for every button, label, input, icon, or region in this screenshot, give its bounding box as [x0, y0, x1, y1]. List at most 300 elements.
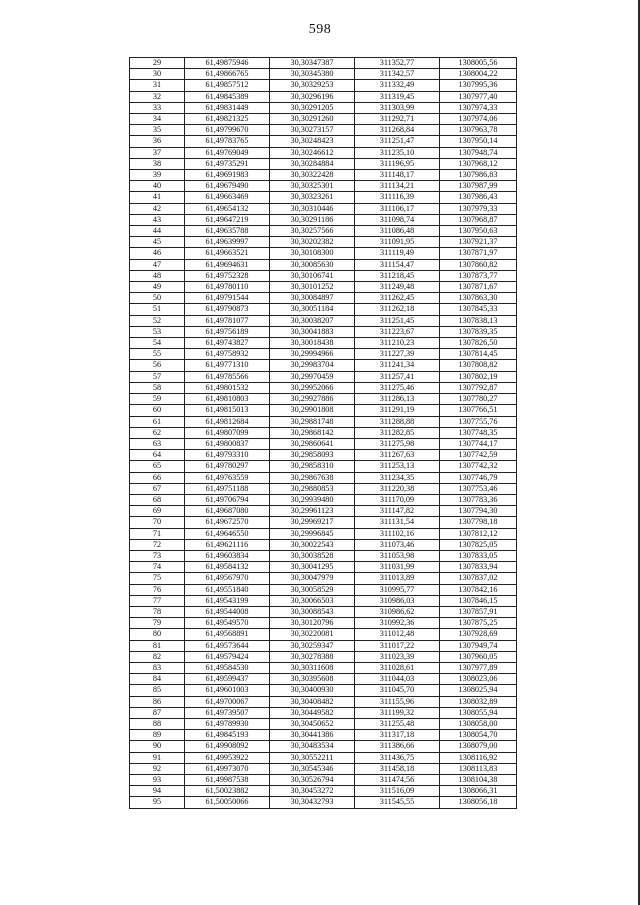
- table-cell: 1307875,25: [440, 618, 517, 629]
- table-cell: 61,49654132: [185, 203, 270, 214]
- table-cell: 95: [130, 797, 185, 808]
- table-cell: 61: [130, 416, 185, 427]
- table-cell: 61,49780297: [185, 461, 270, 472]
- table-row: [130, 259, 517, 270]
- table-row: [130, 584, 517, 595]
- table-cell: 1307960,05: [440, 651, 517, 662]
- table-cell: 1307948,74: [440, 147, 517, 158]
- table-cell: 311073,46: [355, 539, 440, 550]
- table-cell: 61,49573644: [185, 640, 270, 651]
- table-cell: 311234,35: [355, 472, 440, 483]
- table-cell: 39: [130, 170, 185, 181]
- table-cell: 61,49639997: [185, 237, 270, 248]
- table-cell: 311241,34: [355, 360, 440, 371]
- table-cell: 1307748,35: [440, 427, 517, 438]
- table-row: [130, 741, 517, 752]
- table-cell: 311147,82: [355, 506, 440, 517]
- table-cell: 30,30325301: [270, 181, 355, 192]
- table-cell: 61,49679490: [185, 181, 270, 192]
- table-cell: 311436,75: [355, 752, 440, 763]
- table-cell: 311170,09: [355, 494, 440, 505]
- table-row: [130, 562, 517, 573]
- table-cell: 61,49769049: [185, 147, 270, 158]
- table-cell: 61,49646550: [185, 528, 270, 539]
- table-cell: 311458,18: [355, 763, 440, 774]
- table-cell: 30,29901808: [270, 405, 355, 416]
- table-cell: 1307949,74: [440, 640, 517, 651]
- table-cell: 1308005,56: [440, 58, 517, 69]
- table-cell: 30,30323261: [270, 192, 355, 203]
- table-cell: 1307744,17: [440, 438, 517, 449]
- table-cell: 1307833,94: [440, 562, 517, 573]
- table-cell: 52: [130, 315, 185, 326]
- table-cell: 311227,39: [355, 349, 440, 360]
- table-cell: 93: [130, 775, 185, 786]
- table-row: [130, 214, 517, 225]
- table-cell: 311251,45: [355, 315, 440, 326]
- table-cell: 61,49807099: [185, 427, 270, 438]
- table-row: [130, 763, 517, 774]
- table-cell: 30,30220081: [270, 629, 355, 640]
- table-cell: 1308104,38: [440, 775, 517, 786]
- table-cell: 30,29927886: [270, 394, 355, 405]
- table-cell: 59: [130, 394, 185, 405]
- table-cell: 61,49579424: [185, 651, 270, 662]
- table-cell: 311253,13: [355, 461, 440, 472]
- table-cell: 30,30291186: [270, 214, 355, 225]
- table-cell: 30,29880853: [270, 483, 355, 494]
- table-cell: 311255,48: [355, 718, 440, 729]
- table-cell: 85: [130, 685, 185, 696]
- table-cell: 1307753,46: [440, 483, 517, 494]
- table-cell: 1307802,19: [440, 371, 517, 382]
- table-cell: 30,30273157: [270, 125, 355, 136]
- table-cell: 1308113,83: [440, 763, 517, 774]
- table-cell: 30,30278388: [270, 651, 355, 662]
- table-cell: 61,49584132: [185, 562, 270, 573]
- table-cell: 44: [130, 226, 185, 237]
- table-cell: 86: [130, 696, 185, 707]
- table-cell: 43: [130, 214, 185, 225]
- table-cell: 310995,77: [355, 584, 440, 595]
- table-row: [130, 707, 517, 718]
- table-cell: 32: [130, 91, 185, 102]
- table-cell: 61,49743827: [185, 338, 270, 349]
- table-cell: 61,49700067: [185, 696, 270, 707]
- table-cell: 30,30108300: [270, 248, 355, 259]
- table-cell: 61,49845193: [185, 730, 270, 741]
- table-cell: 89: [130, 730, 185, 741]
- table-cell: 61,49791544: [185, 293, 270, 304]
- table-cell: 71: [130, 528, 185, 539]
- table-cell: 30,29983704: [270, 360, 355, 371]
- table-cell: 92: [130, 763, 185, 774]
- table-cell: 1307873,77: [440, 270, 517, 281]
- table-cell: 30,30101252: [270, 282, 355, 293]
- table-row: [130, 270, 517, 281]
- table-cell: 1307986,43: [440, 192, 517, 203]
- table-cell: 311291,19: [355, 405, 440, 416]
- table-cell: 30,30088543: [270, 606, 355, 617]
- table-cell: 61,49543199: [185, 595, 270, 606]
- table-row: [130, 494, 517, 505]
- table-cell: 61,49987538: [185, 775, 270, 786]
- table-cell: 30,30051184: [270, 304, 355, 315]
- table-cell: 311155,96: [355, 696, 440, 707]
- table-cell: 1307977,40: [440, 91, 517, 102]
- table-cell: 30,29860641: [270, 438, 355, 449]
- table-cell: 30,30291260: [270, 114, 355, 125]
- table-row: [130, 114, 517, 125]
- table-cell: 1308066,31: [440, 786, 517, 797]
- table-cell: 1307950,63: [440, 226, 517, 237]
- table-cell: 1307842,16: [440, 584, 517, 595]
- table-cell: 311275,46: [355, 382, 440, 393]
- table-cell: 1308055,94: [440, 707, 517, 718]
- table-cell: 311545,55: [355, 797, 440, 808]
- table-cell: 61,49831449: [185, 102, 270, 113]
- table-cell: 30,30552211: [270, 752, 355, 763]
- table-cell: 61,49790873: [185, 304, 270, 315]
- table-cell: 82: [130, 651, 185, 662]
- table-cell: 1307950,14: [440, 136, 517, 147]
- table-cell: 1307783,36: [440, 494, 517, 505]
- table-cell: 61,49567970: [185, 573, 270, 584]
- table-cell: 311102,16: [355, 528, 440, 539]
- table-cell: 1307921,37: [440, 237, 517, 248]
- table-cell: 310992,36: [355, 618, 440, 629]
- table-cell: 311091,95: [355, 237, 440, 248]
- table-cell: 1307860,82: [440, 259, 517, 270]
- table-cell: 60: [130, 405, 185, 416]
- table-cell: 311053,98: [355, 550, 440, 561]
- table-cell: 73: [130, 550, 185, 561]
- table-cell: 311098,74: [355, 214, 440, 225]
- table-cell: 30,30257566: [270, 226, 355, 237]
- table-cell: 80: [130, 629, 185, 640]
- table-row: [130, 293, 517, 304]
- table-cell: 70: [130, 517, 185, 528]
- table-cell: 30,30066503: [270, 595, 355, 606]
- table-cell: 311268,84: [355, 125, 440, 136]
- table-cell: 30,30038207: [270, 315, 355, 326]
- table-cell: 79: [130, 618, 185, 629]
- table-cell: 61,49953922: [185, 752, 270, 763]
- table-cell: 30,30047979: [270, 573, 355, 584]
- table-cell: 61,49785566: [185, 371, 270, 382]
- table-cell: 61,49875946: [185, 58, 270, 69]
- table-cell: 311267,63: [355, 450, 440, 461]
- table-cell: 61,49799670: [185, 125, 270, 136]
- table-cell: 30,30347387: [270, 58, 355, 69]
- table-cell: 30,29994966: [270, 349, 355, 360]
- table-cell: 61,49544008: [185, 606, 270, 617]
- table-cell: 31: [130, 80, 185, 91]
- table-cell: 54: [130, 338, 185, 349]
- table-cell: 1307792,87: [440, 382, 517, 393]
- table-cell: 1308004,22: [440, 69, 517, 80]
- table-cell: 55: [130, 349, 185, 360]
- table-cell: 61,49866765: [185, 69, 270, 80]
- table-row: [130, 203, 517, 214]
- table-row: [130, 696, 517, 707]
- table-cell: 62: [130, 427, 185, 438]
- table-cell: 30,30345380: [270, 69, 355, 80]
- table-cell: 30,30038528: [270, 550, 355, 561]
- table-cell: 1307798,18: [440, 517, 517, 528]
- table-cell: 30,30022543: [270, 539, 355, 550]
- table-row: [130, 192, 517, 203]
- table-cell: 1307968,87: [440, 214, 517, 225]
- table-cell: 61,49568891: [185, 629, 270, 640]
- table-cell: 30,29969217: [270, 517, 355, 528]
- table-cell: 61,49815013: [185, 405, 270, 416]
- table-cell: 311516,09: [355, 786, 440, 797]
- table-row: [130, 775, 517, 786]
- table-row: [130, 382, 517, 393]
- table-cell: 1308079,00: [440, 741, 517, 752]
- table-cell: 61,49584530: [185, 662, 270, 673]
- table-cell: 1307986,83: [440, 170, 517, 181]
- page-number: 598: [308, 22, 332, 37]
- table-cell: 30,30329253: [270, 80, 355, 91]
- table-cell: 311031,99: [355, 562, 440, 573]
- table-cell: 1307839,35: [440, 326, 517, 337]
- table-cell: 1307968,12: [440, 158, 517, 169]
- table-cell: 311352,77: [355, 58, 440, 69]
- table-cell: 1307812,12: [440, 528, 517, 539]
- table-row: [130, 595, 517, 606]
- table-cell: 61,49801532: [185, 382, 270, 393]
- table-cell: 58: [130, 382, 185, 393]
- table-cell: 311028,61: [355, 662, 440, 673]
- table-row: [130, 326, 517, 337]
- table-cell: 81: [130, 640, 185, 651]
- table-cell: 30,30311608: [270, 662, 355, 673]
- table-cell: 30,30018438: [270, 338, 355, 349]
- table-cell: 61,49771310: [185, 360, 270, 371]
- table-cell: 30,29881748: [270, 416, 355, 427]
- table-cell: 1307979,33: [440, 203, 517, 214]
- table-cell: 310986,62: [355, 606, 440, 617]
- table-row: [130, 181, 517, 192]
- table-cell: 61,49694631: [185, 259, 270, 270]
- table-cell: 61,49635788: [185, 226, 270, 237]
- table-cell: 311262,45: [355, 293, 440, 304]
- table-cell: 61,49706794: [185, 494, 270, 505]
- table-cell: 1307995,36: [440, 80, 517, 91]
- table-cell: 1307871,97: [440, 248, 517, 259]
- table-row: [130, 371, 517, 382]
- table-cell: 311199,32: [355, 707, 440, 718]
- table-cell: 1307833,05: [440, 550, 517, 561]
- table-cell: 1307871,67: [440, 282, 517, 293]
- table-cell: 74: [130, 562, 185, 573]
- table-cell: 311262,18: [355, 304, 440, 315]
- table-cell: 30,29939480: [270, 494, 355, 505]
- table-cell: 61,49603834: [185, 550, 270, 561]
- table-cell: 1307826,50: [440, 338, 517, 349]
- table-cell: 56: [130, 360, 185, 371]
- table-cell: 61,49758932: [185, 349, 270, 360]
- table-row: [130, 405, 517, 416]
- table-cell: 30,30284884: [270, 158, 355, 169]
- table-cell: 1308116,92: [440, 752, 517, 763]
- table-row: [130, 248, 517, 259]
- table-row: [130, 237, 517, 248]
- table-row: [130, 170, 517, 181]
- table-cell: 61,49845389: [185, 91, 270, 102]
- table-cell: 30: [130, 69, 185, 80]
- table-row: [130, 573, 517, 584]
- table-row: [130, 752, 517, 763]
- table-cell: 30,30248423: [270, 136, 355, 147]
- table-cell: 51: [130, 304, 185, 315]
- table-row: [130, 618, 517, 629]
- table-cell: 311235,10: [355, 147, 440, 158]
- table-row: [130, 125, 517, 136]
- table-cell: 61,49752328: [185, 270, 270, 281]
- table-cell: 30,30453272: [270, 786, 355, 797]
- table-cell: 36: [130, 136, 185, 147]
- table-cell: 311106,17: [355, 203, 440, 214]
- table-cell: 30,30441386: [270, 730, 355, 741]
- table-cell: 30,29952066: [270, 382, 355, 393]
- table-cell: 35: [130, 125, 185, 136]
- table-cell: 1307845,33: [440, 304, 517, 315]
- table-cell: 30,29961123: [270, 506, 355, 517]
- table-cell: 1307814,45: [440, 349, 517, 360]
- table-cell: 30,30432793: [270, 797, 355, 808]
- table-cell: 61,49810803: [185, 394, 270, 405]
- table-cell: 45: [130, 237, 185, 248]
- table-cell: 47: [130, 259, 185, 270]
- table-cell: 61,49735291: [185, 158, 270, 169]
- table-cell: 61,49663521: [185, 248, 270, 259]
- table-cell: 42: [130, 203, 185, 214]
- table-cell: 311286,13: [355, 394, 440, 405]
- table-cell: 30,30526794: [270, 775, 355, 786]
- table-cell: 311044,03: [355, 674, 440, 685]
- table-row: [130, 58, 517, 69]
- table-cell: 311154,47: [355, 259, 440, 270]
- table-cell: 311282,85: [355, 427, 440, 438]
- table-cell: 61,49551840: [185, 584, 270, 595]
- table-row: [130, 315, 517, 326]
- table-row: [130, 730, 517, 741]
- table-cell: 1307963,78: [440, 125, 517, 136]
- table-cell: 1307780,27: [440, 394, 517, 405]
- table-cell: 30,30545346: [270, 763, 355, 774]
- table-cell: 61,49663469: [185, 192, 270, 203]
- table-cell: 87: [130, 707, 185, 718]
- table-cell: 311116,39: [355, 192, 440, 203]
- table-cell: 67: [130, 483, 185, 494]
- table-cell: 1307808,82: [440, 360, 517, 371]
- table-cell: 91: [130, 752, 185, 763]
- table-cell: 61,49763559: [185, 472, 270, 483]
- table-cell: 311012,48: [355, 629, 440, 640]
- table-cell: 311086,48: [355, 226, 440, 237]
- table-cell: 311013,89: [355, 573, 440, 584]
- table-row: [130, 483, 517, 494]
- table-cell: 30,30202382: [270, 237, 355, 248]
- table-row: [130, 674, 517, 685]
- table-cell: 61,49756189: [185, 326, 270, 337]
- table-cell: 1308032,89: [440, 696, 517, 707]
- table-cell: 1307794,30: [440, 506, 517, 517]
- table-cell: 61,49973070: [185, 763, 270, 774]
- table-cell: 94: [130, 786, 185, 797]
- table-cell: 61,49739507: [185, 707, 270, 718]
- table-cell: 311148,17: [355, 170, 440, 181]
- table-cell: 61,50050066: [185, 797, 270, 808]
- table-cell: 61,49751188: [185, 483, 270, 494]
- table-row: [130, 360, 517, 371]
- table-cell: 311292,71: [355, 114, 440, 125]
- table-cell: 75: [130, 573, 185, 584]
- table-cell: 90: [130, 741, 185, 752]
- table-cell: 311196,95: [355, 158, 440, 169]
- table-cell: 1307928,69: [440, 629, 517, 640]
- table-cell: 61,49800837: [185, 438, 270, 449]
- table-cell: 1307846,15: [440, 595, 517, 606]
- table-cell: 61,49647219: [185, 214, 270, 225]
- table-row: [130, 461, 517, 472]
- table-cell: 68: [130, 494, 185, 505]
- table-cell: 310986,03: [355, 595, 440, 606]
- table-row: [130, 718, 517, 729]
- table-row: [130, 685, 517, 696]
- table-cell: 84: [130, 674, 185, 685]
- table-cell: 76: [130, 584, 185, 595]
- table-row: [130, 338, 517, 349]
- table-cell: 30,30296196: [270, 91, 355, 102]
- table-cell: 311210,23: [355, 338, 440, 349]
- table-cell: 311023,39: [355, 651, 440, 662]
- table-row: [130, 136, 517, 147]
- table-cell: 30,30483534: [270, 741, 355, 752]
- table-cell: 311251,47: [355, 136, 440, 147]
- table-cell: 46: [130, 248, 185, 259]
- table-cell: 1307863,30: [440, 293, 517, 304]
- table-cell: 61,49672570: [185, 517, 270, 528]
- table-cell: 30,30291205: [270, 102, 355, 113]
- table-cell: 41: [130, 192, 185, 203]
- table-cell: 61,49783765: [185, 136, 270, 147]
- table-cell: 30,30246612: [270, 147, 355, 158]
- table-cell: 30,29858093: [270, 450, 355, 461]
- table-cell: 311249,48: [355, 282, 440, 293]
- table-cell: 53: [130, 326, 185, 337]
- table-cell: 49: [130, 282, 185, 293]
- table-row: [130, 539, 517, 550]
- table-cell: 30,30322428: [270, 170, 355, 181]
- table-cell: 311317,18: [355, 730, 440, 741]
- table-cell: 77: [130, 595, 185, 606]
- table-cell: 311045,70: [355, 685, 440, 696]
- table-cell: 1308056,18: [440, 797, 517, 808]
- table-row: [130, 91, 517, 102]
- table-cell: 30,30408482: [270, 696, 355, 707]
- table-cell: 34: [130, 114, 185, 125]
- table-row: [130, 662, 517, 673]
- table-row: [130, 517, 517, 528]
- table-row: [130, 472, 517, 483]
- table-row: [130, 80, 517, 91]
- table-cell: 30,30259347: [270, 640, 355, 651]
- table-cell: 30,30450652: [270, 718, 355, 729]
